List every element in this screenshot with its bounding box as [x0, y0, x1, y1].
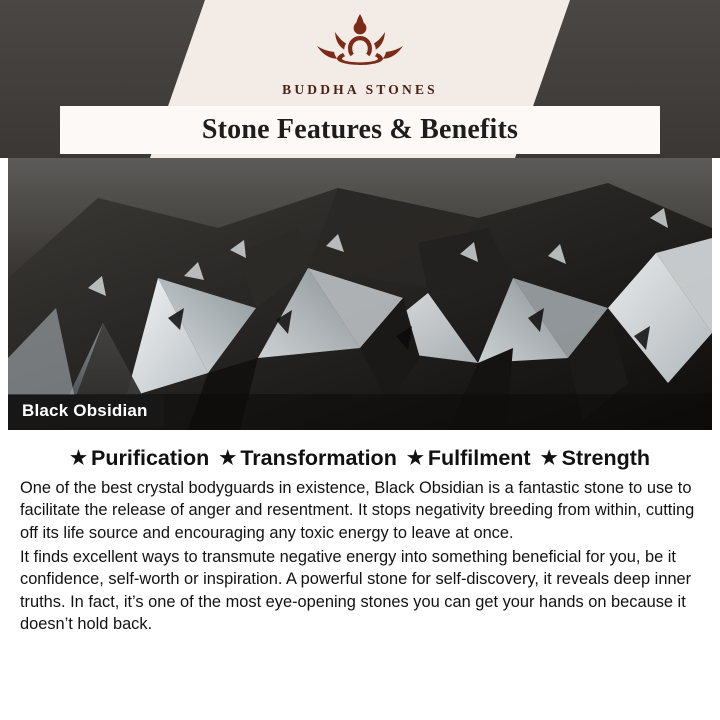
keyword-item	[219, 446, 397, 471]
header-band	[0, 0, 720, 158]
page-title-bar	[60, 106, 660, 154]
star-icon: ★	[69, 448, 88, 469]
keyword-item	[70, 446, 209, 471]
star-icon: ★	[540, 448, 558, 469]
lotus-meditation-icon	[294, 8, 426, 80]
keyword-item	[541, 446, 650, 471]
keyword-list	[20, 446, 700, 471]
benefit-paragraph: It finds excellent ways to transmute negative energy into something beneficial for you, be it confidence, self-worth or inspiration. A powerful stone for self-discovery, it reveals deep inner truths. In fact, it’s one of the most eye-opening stones you can get your hands on because it doesn’t hold back.	[20, 547, 692, 633]
stone-photo	[8, 158, 712, 430]
star-icon: ★	[406, 448, 424, 469]
obsidian-crystal-illustration	[8, 158, 712, 430]
page-edge-right	[712, 158, 720, 720]
page-edge-left	[0, 158, 8, 720]
keyword-label: Fulfilment	[427, 446, 531, 470]
keyword-label: Strength	[561, 446, 651, 470]
page-title: Stone Features & Benefits	[201, 114, 519, 145]
photo-caption-badge	[8, 395, 164, 427]
brand-name: BUDDHA STONES	[282, 82, 438, 97]
keyword-item	[407, 446, 531, 471]
keyword-label: Transformation	[240, 446, 397, 470]
benefits-content	[8, 430, 712, 712]
photo-caption-text: Black Obsidian	[22, 401, 148, 420]
star-icon: ★	[219, 448, 237, 469]
keyword-label: Purification	[91, 446, 210, 470]
brand-logo	[0, 8, 720, 108]
page-edge-bottom	[0, 712, 720, 720]
benefit-paragraph: One of the best crystal bodyguards in existence, Black Obsidian is a fantastic stone to use to facilitate the release of anger and resentment. It stops negativity breeding from within, cutting off its life source and encouraging any toxic energy to leave at once.	[20, 479, 695, 542]
